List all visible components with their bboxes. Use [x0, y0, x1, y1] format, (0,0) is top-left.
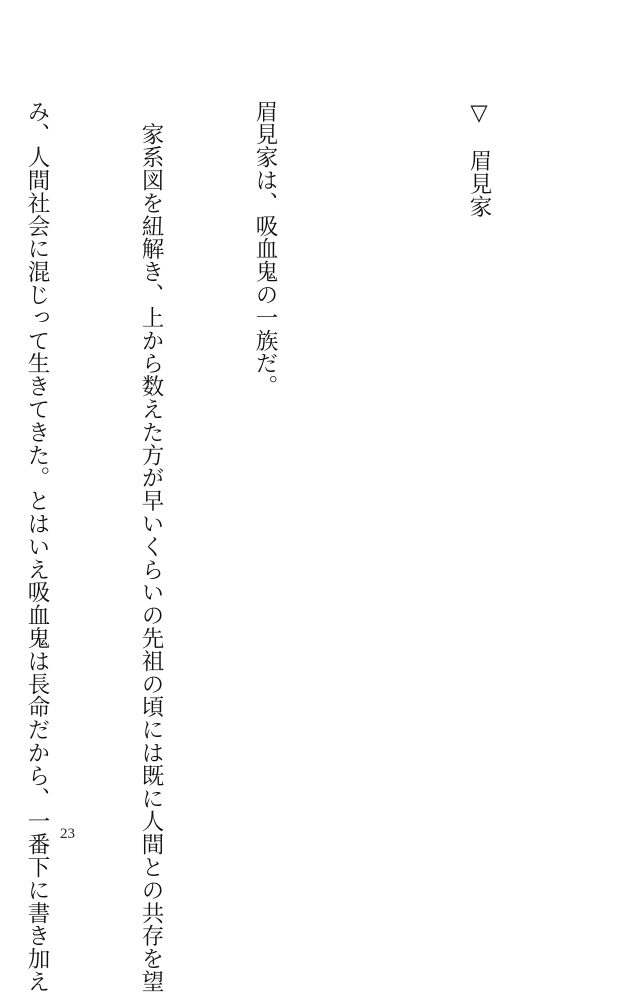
text-line: 家系図を紐解き、上から数えた方が早いくらいの先祖の頃には既に人間との共存を望 — [138, 100, 164, 993]
section-heading-title: 眉見家 — [466, 126, 492, 219]
text-line: 眉見家は、吸血鬼の一族だ。 — [252, 100, 278, 398]
text-line: み、人間社会に混じって生きてきた。とはいえ吸血鬼は長命だから、一番下に書き加え — [24, 100, 50, 993]
heading-gap — [360, 100, 374, 740]
section-heading — [460, 100, 498, 740]
page-number: 23 — [60, 826, 75, 842]
triangle-mark-icon: ▽ — [466, 100, 492, 127]
